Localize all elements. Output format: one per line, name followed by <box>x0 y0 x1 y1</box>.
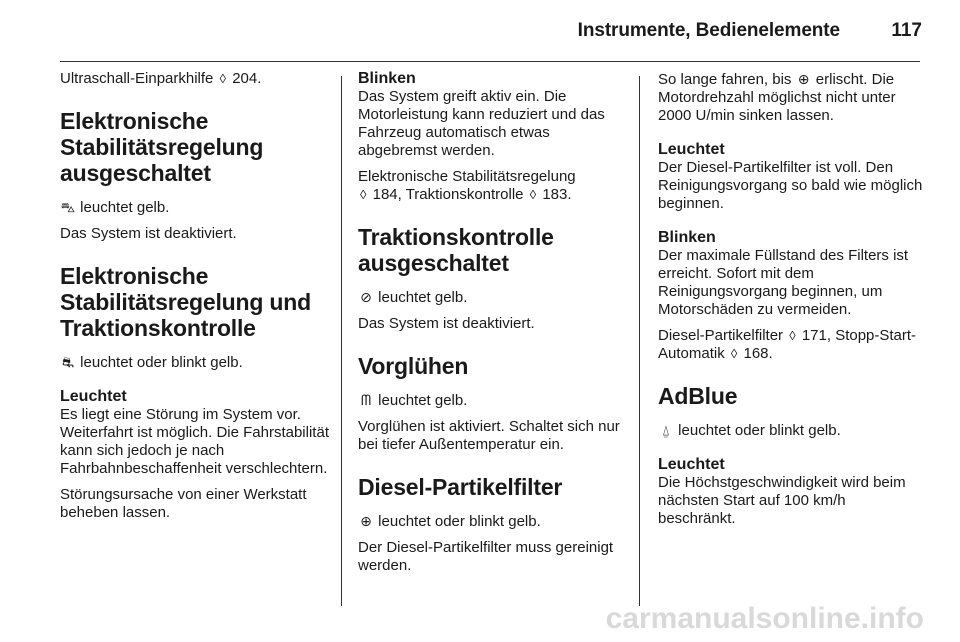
leuchtet-heading: Leuchtet <box>658 141 725 158</box>
blinken-p2 <box>358 168 620 204</box>
page-ref-icon: ◊ <box>360 187 367 202</box>
ref-text: 183. <box>542 186 572 203</box>
esp-icon: ⛍ <box>60 199 76 215</box>
preheat-icon: ᗰ <box>360 392 372 408</box>
page-header <box>0 0 960 62</box>
watermark: carmanualsonline.info <box>605 602 924 635</box>
tc-off-desc: Das System ist deaktiviert. <box>358 315 535 332</box>
blinken-heading: Blinken <box>658 229 716 246</box>
blinken-p1: Der maximale Füllstand des Filters ist erreicht. Sofort mit dem Reinigungsvorgang beginnen, um Motorschäden zu vermeiden. <box>658 247 909 318</box>
ref-text: 168. <box>743 345 773 362</box>
dpf-icon: ⊕ <box>360 513 372 529</box>
column-divider <box>341 76 342 606</box>
header-title: Instrumente, Bedienelemente <box>577 20 840 41</box>
leuchtet-heading: Leuchtet <box>60 388 127 405</box>
ref-text: 171, Stopp-Start-Automatik <box>658 327 917 362</box>
tc-icon: ⊘ <box>360 289 372 305</box>
status-text: leuchtet oder blinkt gelb. <box>678 422 841 439</box>
page-ref-icon: ◊ <box>789 328 796 343</box>
tc-off-heading: Traktionskontrolle ausgeschaltet <box>358 224 554 276</box>
status-text: leuchtet oder blinkt gelb. <box>378 513 541 530</box>
header-rule <box>60 61 920 62</box>
leuchtet-heading: Leuchtet <box>658 456 725 473</box>
blinken-p2 <box>658 327 924 363</box>
esp-off-desc: Das System ist deaktiviert. <box>60 225 237 242</box>
status-text: leuchtet gelb. <box>378 289 468 306</box>
dpf-desc: Der Diesel-Partikelfilter muss gereinigt werden. <box>358 539 614 574</box>
esp-tc-status <box>60 353 332 372</box>
esp-tc-heading: Elektronische Stabilitätsregelung und Traktionskontrolle <box>60 263 311 341</box>
dpf-intro <box>658 70 924 125</box>
blinken-heading: Blinken <box>358 70 416 87</box>
blinken-p1: Das System greift aktiv ein. Die Motorleistung kann reduziert und das Fahrzeug automatisch etwas abgebremst werden. <box>358 88 605 159</box>
column-right <box>658 70 924 606</box>
adblue-heading: AdBlue <box>658 383 738 409</box>
page-number: 117 <box>891 20 922 41</box>
page-ref-icon: ◊ <box>730 346 738 361</box>
page-ref-icon: ◊ <box>219 71 227 86</box>
ref-text: 184, Traktionskontrolle <box>372 186 524 203</box>
column-divider <box>639 76 640 606</box>
dpf-status <box>358 512 620 531</box>
adblue-status <box>658 421 924 440</box>
esp-tc-p1: Es liegt eine Störung im System vor. Weiterfahrt ist möglich. Die Fahrstabilität kann sich jedoch je nach Fahrbahnbeschaffenheit verschlechtern. <box>60 406 329 477</box>
esp-tc-icon: ⛐ <box>61 354 75 370</box>
column-left <box>60 70 332 606</box>
intro-page: 204. <box>232 70 262 87</box>
column-middle <box>358 70 620 606</box>
intro-line <box>60 70 332 88</box>
esp-off-status <box>60 198 332 217</box>
intro-text: erlischt. Die Motordrehzahl möglichst nicht unter 2000 U/min sinken lassen. <box>658 71 896 124</box>
intro-text: Ultraschall-Einparkhilfe <box>60 70 214 87</box>
ref-text: Diesel-Partikelfilter <box>658 327 784 344</box>
preheat-status <box>358 391 620 410</box>
page-ref-icon: ◊ <box>529 187 537 202</box>
ref-text: Elektronische Stabilitätsregelung <box>358 168 576 185</box>
esp-tc-p2: Störungsursache von einer Werkstatt beheben lassen. <box>60 486 307 521</box>
preheat-heading: Vorglühen <box>358 353 469 379</box>
tc-off-status <box>358 288 620 307</box>
esp-off-heading: Elektronische Stabilitätsregelung ausgeschaltet <box>60 108 264 186</box>
leuchtet-p1: Der Diesel-Partikelfilter ist voll. Den Reinigungsvorgang so bald wie möglich beginnen. <box>658 159 923 212</box>
adblue-p1: Die Höchstgeschwindigkeit wird beim nächsten Start auf 100 km/h beschränkt. <box>658 474 906 527</box>
status-text: leuchtet gelb. <box>80 199 170 216</box>
status-text: leuchtet oder blinkt gelb. <box>80 354 243 371</box>
dpf-icon: ⊕ <box>797 71 810 87</box>
preheat-desc: Vorglühen ist aktiviert. Schaltet sich nur bei tiefer Außentemperatur ein. <box>358 418 620 453</box>
adblue-icon: ⍙ <box>661 422 671 438</box>
intro-text: So lange fahren, bis <box>658 71 792 88</box>
status-text: leuchtet gelb. <box>378 392 468 409</box>
dpf-heading: Diesel-Partikelfilter <box>358 474 563 500</box>
